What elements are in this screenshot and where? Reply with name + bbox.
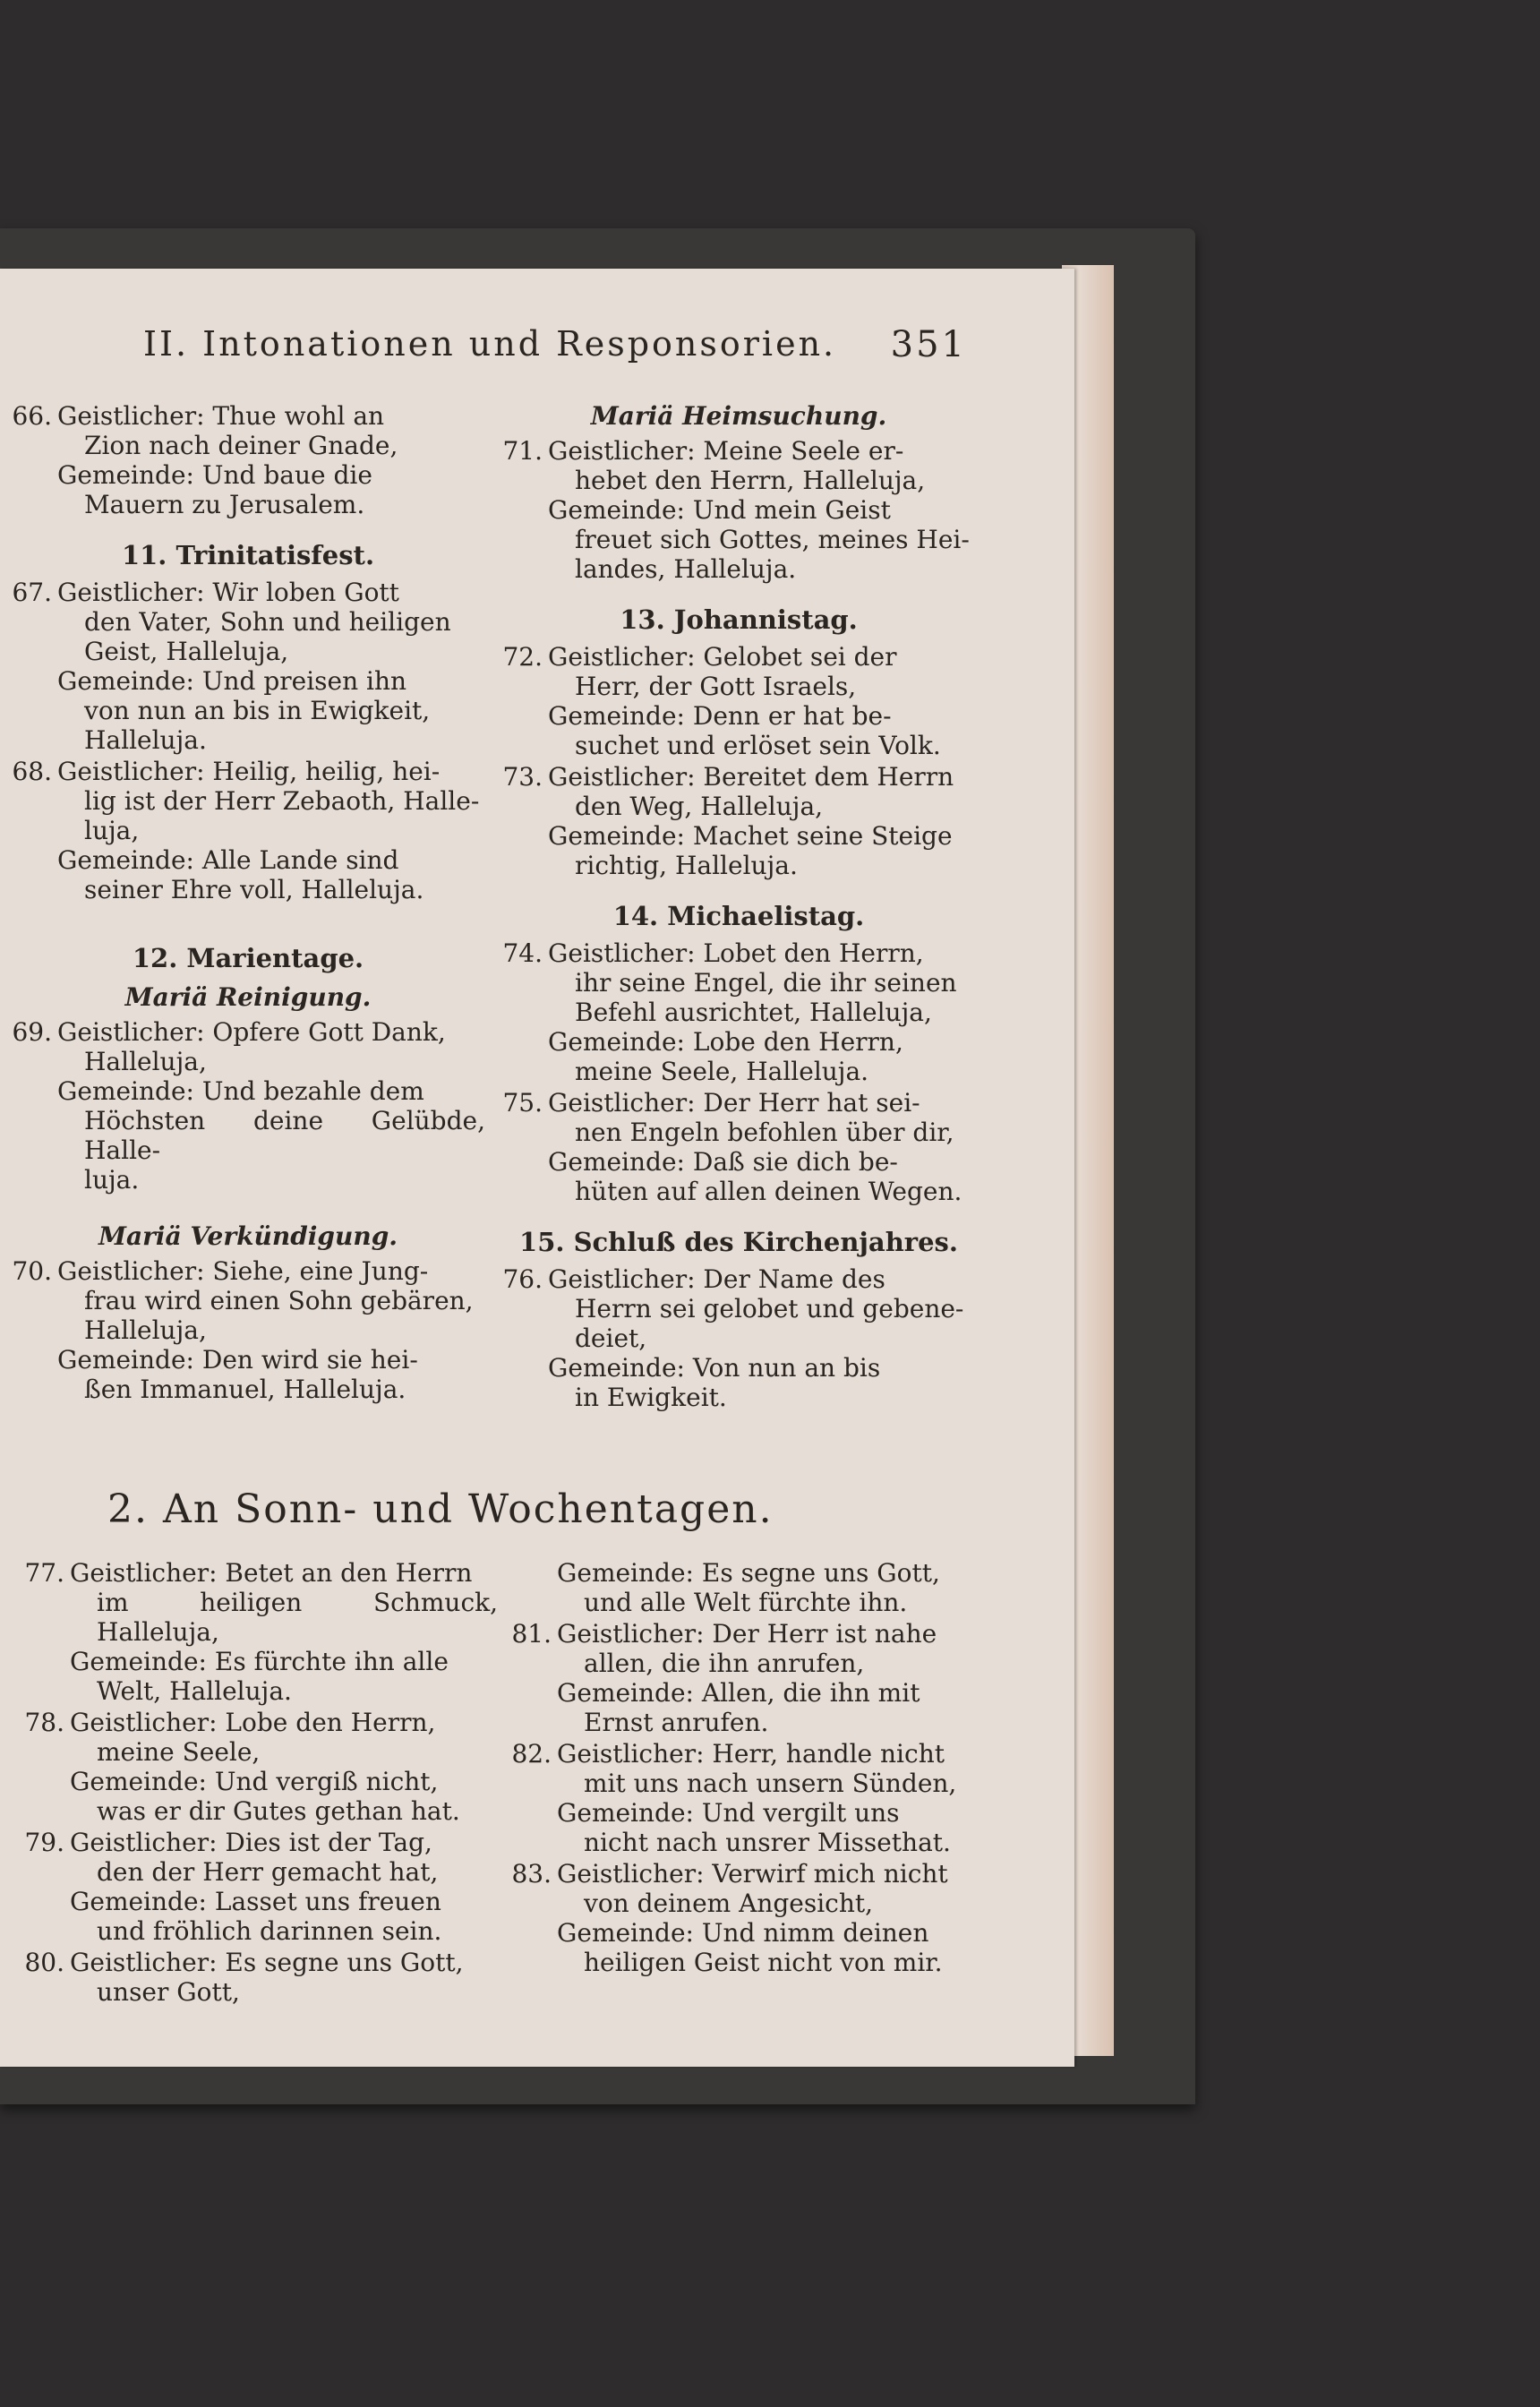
heading-trinitatisfest: 11. Trinitatisfest. (121, 540, 375, 570)
entry-67: 67. Geistlicher: Wir loben Gott den Vater, Sohn und heiligen Geist, Halleluja, Gemeinde: Und preisen ihn von nun an bis in Ewigkeit, Halleluja. (12, 578, 451, 755)
left-column-top (11, 401, 485, 1406)
running-head-title: II. Intonationen und Responsorien. (143, 324, 837, 364)
entry-80: 80. Geistlicher: Es segne uns Gott, unser Gott, (24, 1948, 464, 2007)
entry-70: 70. Geistlicher: Siehe, eine Jung- frau wird einen Sohn gebären, Halleluja, Gemeinde: Den wird sie hei- ßen Immanuel, Halleluja. (12, 1256, 474, 1404)
entry-83: 83. Geistlicher: Verwirf mich nicht von deinem Angesicht, Gemeinde: Und nimm deinen heiligen Geist nicht von mir. (511, 1859, 948, 1977)
entry-66: 66. Geistlicher: Thue wohl an Zion nach deiner Gnade, Gemeinde: Und baue die Mauern zu Jerusalem. (12, 401, 398, 519)
subheading-heimsuchung: Mariä Heimsuchung. (590, 401, 887, 431)
entry-71: 71. Geistlicher: Meine Seele er- hebet den Herrn, Halleluja, Gemeinde: Und mein Geist freuet sich Gottes, meines Hei- landes, Halleluja. (502, 436, 970, 584)
entry-80-continued: Gemeinde: Es segne uns Gott, und alle Welt fürchte ihn. (557, 1558, 940, 1617)
entry-76: 76. Geistlicher: Der Name des Herrn sei gelobet und gebene- deiet, Gemeinde: Von nun an bis in Ewigkeit. (502, 1264, 964, 1412)
running-head (143, 324, 967, 378)
entry-79: 79. Geistlicher: Dies ist der Tag, den der Herr gemacht hat, Gemeinde: Lasset uns freuen und fröhlich darinnen sein. (24, 1828, 442, 1946)
entry-69: 69. Geistlicher: Opfere Gott Dank, Halleluja, Gemeinde: Und bezahle dem Höchsten deine Gelübde, Halle- luja. (12, 1017, 485, 1195)
heading-schluss-kirchenjahres: 15. Schluß des Kirchenjahres. (519, 1227, 958, 1257)
entry-75: 75. Geistlicher: Der Herr hat sei- nen Engeln befohlen über dir, Gemeinde: Daß sie dich be- hüten auf allen deinen Wegen. (502, 1088, 962, 1206)
heading-johannistag: 13. Johannistag. (620, 604, 858, 635)
right-column-bottom (510, 1558, 985, 1979)
page-number: 351 (890, 324, 967, 365)
section-title-sonn-wochentage: 2. An Sonn- und Wochentagen. (107, 1486, 774, 1532)
heading-marientage: 12. Marientage. (132, 943, 364, 973)
entry-77: 77. Geistlicher: Betet an den Herrn im heiligen Schmuck, Halleluja, Gemeinde: Es fürchte ihn alle Welt, Halleluja. (24, 1558, 498, 1706)
entry-73: 73. Geistlicher: Bereitet dem Herrn den Weg, Halleluja, Gemeinde: Machet seine Steige richtig, Halleluja. (502, 762, 954, 880)
subheading-verkuendigung: Mariä Verkündigung. (98, 1221, 398, 1251)
left-column-bottom (23, 1558, 498, 2009)
heading-michaelistag: 14. Michaelistag. (612, 901, 865, 931)
entry-74: 74. Geistlicher: Lobet den Herrn, ihr seine Engel, die ihr seinen Befehl ausrichtet, Halleluja, Gemeinde: Lobe den Herrn, meine Seele, Halleluja. (502, 938, 957, 1086)
entry-78: 78. Geistlicher: Lobe den Herrn, meine Seele, Gemeinde: Und vergiß nicht, was er dir Gutes gethan hat. (24, 1708, 460, 1826)
subheading-reinigung: Mariä Reinigung. (124, 982, 372, 1012)
entry-68: 68. Geistlicher: Heilig, heilig, hei- lig ist der Herr Zebaoth, Halle- luja, Gemeinde: Alle Lande sind seiner Ehre voll, Halleluja. (12, 757, 480, 904)
book-page (0, 269, 1074, 2067)
entry-81: 81. Geistlicher: Der Herr ist nahe allen, die ihn anrufen, Gemeinde: Allen, die ihn mit Ernst anrufen. (511, 1619, 937, 1737)
entry-72: 72. Geistlicher: Gelobet sei der Herr, der Gott Israels, Gemeinde: Denn er hat be- suchet und erlöset sein Volk. (502, 642, 941, 760)
right-column-top (501, 401, 976, 1414)
entry-82: 82. Geistlicher: Herr, handle nicht mit uns nach unsern Sünden, Gemeinde: Und vergilt uns nicht nach unsrer Missethat. (511, 1739, 957, 1857)
